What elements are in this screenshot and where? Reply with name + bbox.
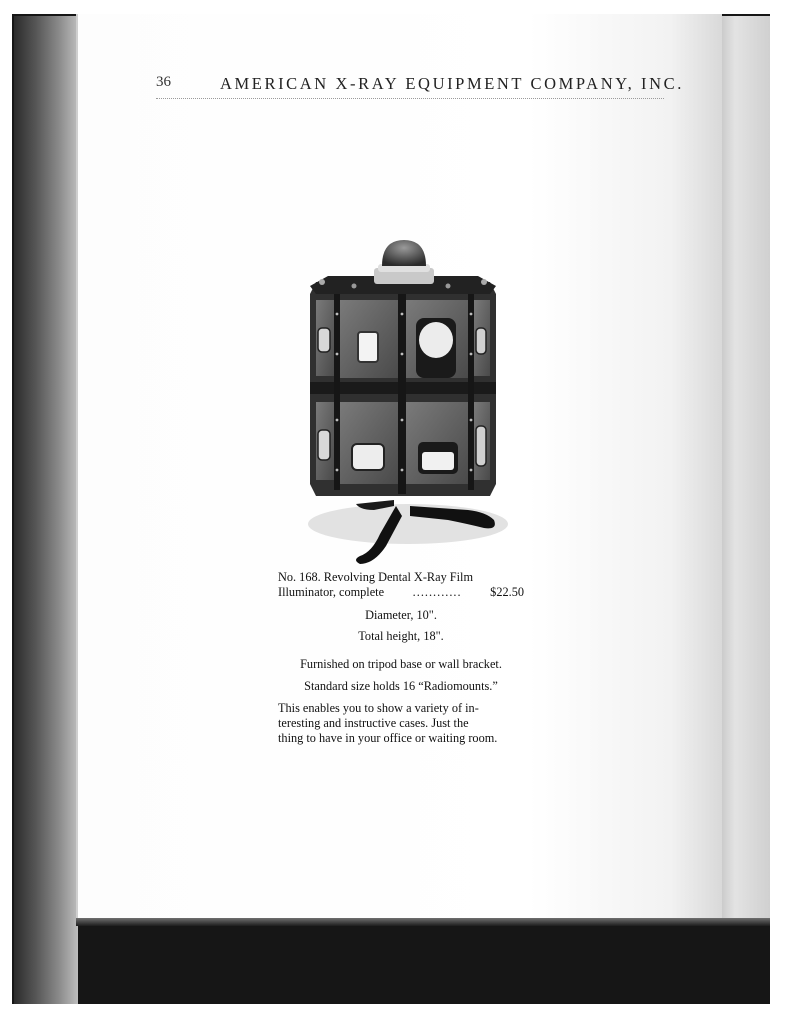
caption-line-1: No. 168. Revolving Dental X-Ray Film [278, 570, 474, 584]
description-paragraph [278, 701, 524, 746]
leader-dots: ............ [412, 585, 462, 599]
running-head: AMERICAN X-RAY EQUIPMENT COMPANY, INC. [220, 74, 684, 93]
book-right-leaf [720, 16, 770, 920]
film-illuminator-illustration [298, 234, 508, 574]
description-line-1: This enables you to show a variety of in- [278, 701, 479, 715]
page-number: 36 [156, 74, 171, 90]
book-page [76, 14, 722, 920]
caption-price-row [278, 585, 524, 600]
height-spec: Total height, 18". [358, 629, 444, 643]
caption-item-label: Illuminator, complete [278, 585, 385, 599]
description-line-3: thing to have in your office or waiting room. [278, 731, 498, 745]
header-rule [156, 98, 664, 99]
book-left-edge [14, 16, 78, 1004]
page-bottom-shadow [76, 918, 770, 926]
product-description [278, 570, 524, 746]
price: $22.50 [490, 585, 524, 599]
description-line-2: teresting and instructive cases. Just the [278, 716, 469, 730]
standard-size-note: Standard size holds 16 “Radiomounts.” [304, 679, 498, 693]
furnished-note: Furnished on tripod base or wall bracket. [300, 657, 502, 671]
diameter-spec: Diameter, 10". [365, 608, 437, 622]
